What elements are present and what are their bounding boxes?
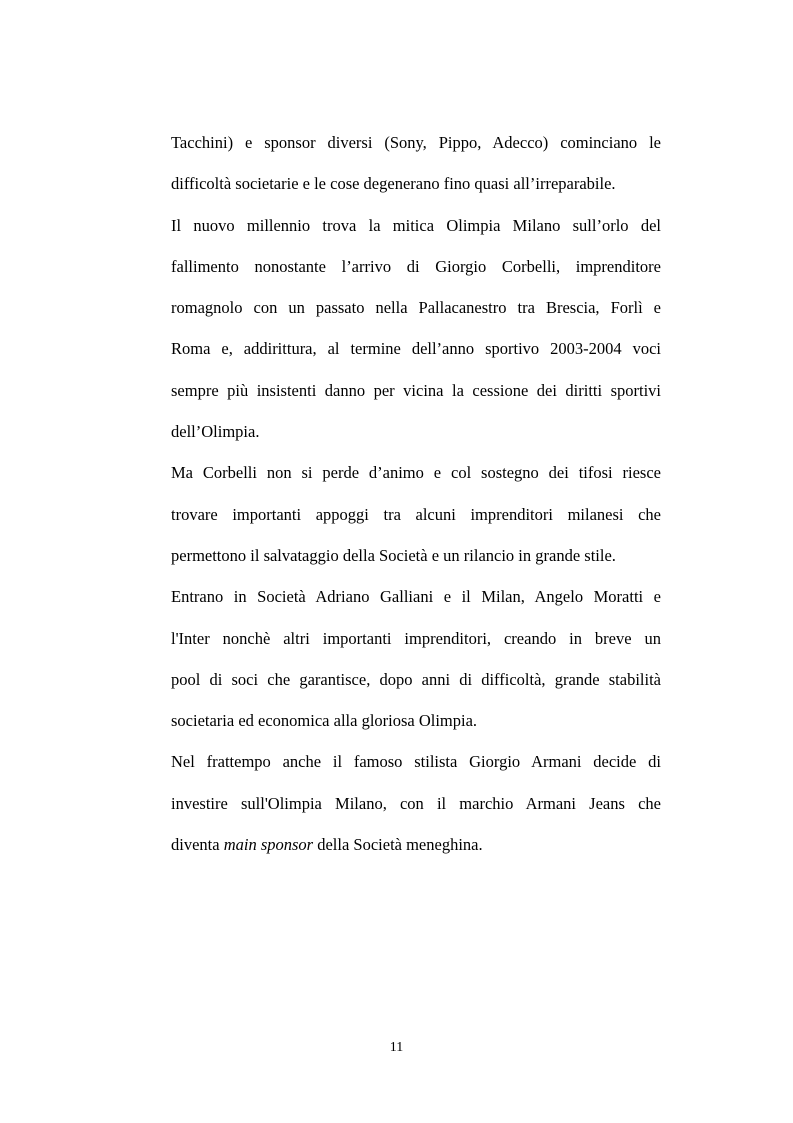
page-number: 11: [389, 1040, 404, 1055]
text-run: diventa: [171, 835, 224, 855]
emphasis-main-sponsor: main sponsor: [223, 835, 314, 855]
text-line: trovare importanti appoggi tra alcuni imprenditori milanesi che: [171, 504, 661, 524]
text-line: sempre più insistenti danno per vicina la cessione dei diritti sportivi: [171, 380, 661, 400]
text-line: dell’Olimpia.: [171, 422, 260, 442]
text-line: pool di soci che garantisce, dopo anni di difficoltà, grande stabilità: [171, 669, 661, 689]
text-line: Il nuovo millennio trova la mitica Olimpia Milano sull’orlo del: [171, 215, 661, 235]
text-line: romagnolo con un passato nella Pallacanestro tra Brescia, Forlì e: [171, 298, 661, 318]
text-run: della Società meneghina.: [313, 835, 483, 855]
text-line: l'Inter nonchè altri importanti imprenditori, creando in breve un: [171, 628, 661, 648]
text-line: permettono il salvataggio della Società e un rilancio in grande stile.: [171, 545, 616, 565]
text-line: investire sull'Olimpia Milano, con il marchio Armani Jeans che: [171, 793, 661, 813]
text-line: Ma Corbelli non si perde d’animo e col sostegno dei tifosi riesce: [171, 463, 661, 483]
text-line: Entrano in Società Adriano Galliani e il Milan, Angelo Moratti e: [171, 587, 661, 607]
page-body: [171, 128, 661, 871]
text-line: Roma e, addirittura, al termine dell’anno sportivo 2003-2004 voci: [171, 339, 661, 359]
text-line: societaria ed economica alla gloriosa Olimpia.: [171, 711, 478, 731]
text-line: fallimento nonostante l’arrivo di Giorgio Corbelli, imprenditore: [171, 256, 661, 276]
text-line: [171, 830, 661, 871]
text-line: Tacchini) e sponsor diversi (Sony, Pippo, Adecco) cominciano le: [171, 133, 661, 152]
text-line: Nel frattempo anche il famoso stilista Giorgio Armani decide di: [171, 752, 661, 772]
text-line: difficoltà societarie e le cose degenerano fino quasi all’irreparabile.: [171, 174, 616, 194]
